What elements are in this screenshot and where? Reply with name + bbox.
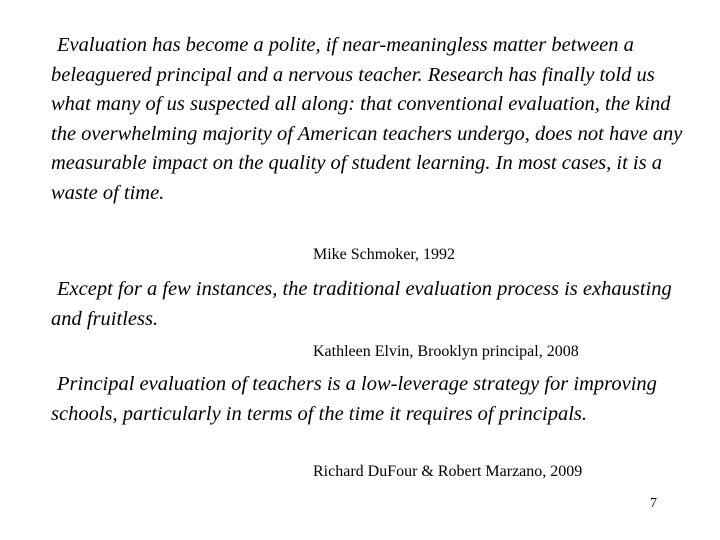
page-number: 7 xyxy=(650,496,657,511)
attribution-schmoker: Mike Schmoker, 1992 xyxy=(313,246,456,263)
quote-text: Principal evaluation of teachers is a low-leverage strategy for improving schools, particularly in terms of the time it requires of principals. xyxy=(51,373,657,425)
quote-schmoker xyxy=(51,31,691,208)
quote-text: Except for a few instances, the traditional evaluation process is exhausting and fruitless. xyxy=(51,278,672,330)
quote-elvin xyxy=(51,275,691,334)
attribution-elvin: Kathleen Elvin, Brooklyn principal, 2008 xyxy=(313,343,579,360)
quote-dufour-marzano xyxy=(51,370,691,429)
quote-text: Evaluation has become a polite, if near-meaningless matter between a beleaguered principal and a nervous teacher. Research has finally told us what many of us suspected all along: that conventional evaluation, the kind the overwhelming majority of American teachers undergo, does not have any measurable impact on the quality of student learning. In most cases, it is a waste of time. xyxy=(51,34,683,204)
attribution-dufour-marzano: Richard DuFour & Robert Marzano, 2009 xyxy=(313,463,583,480)
